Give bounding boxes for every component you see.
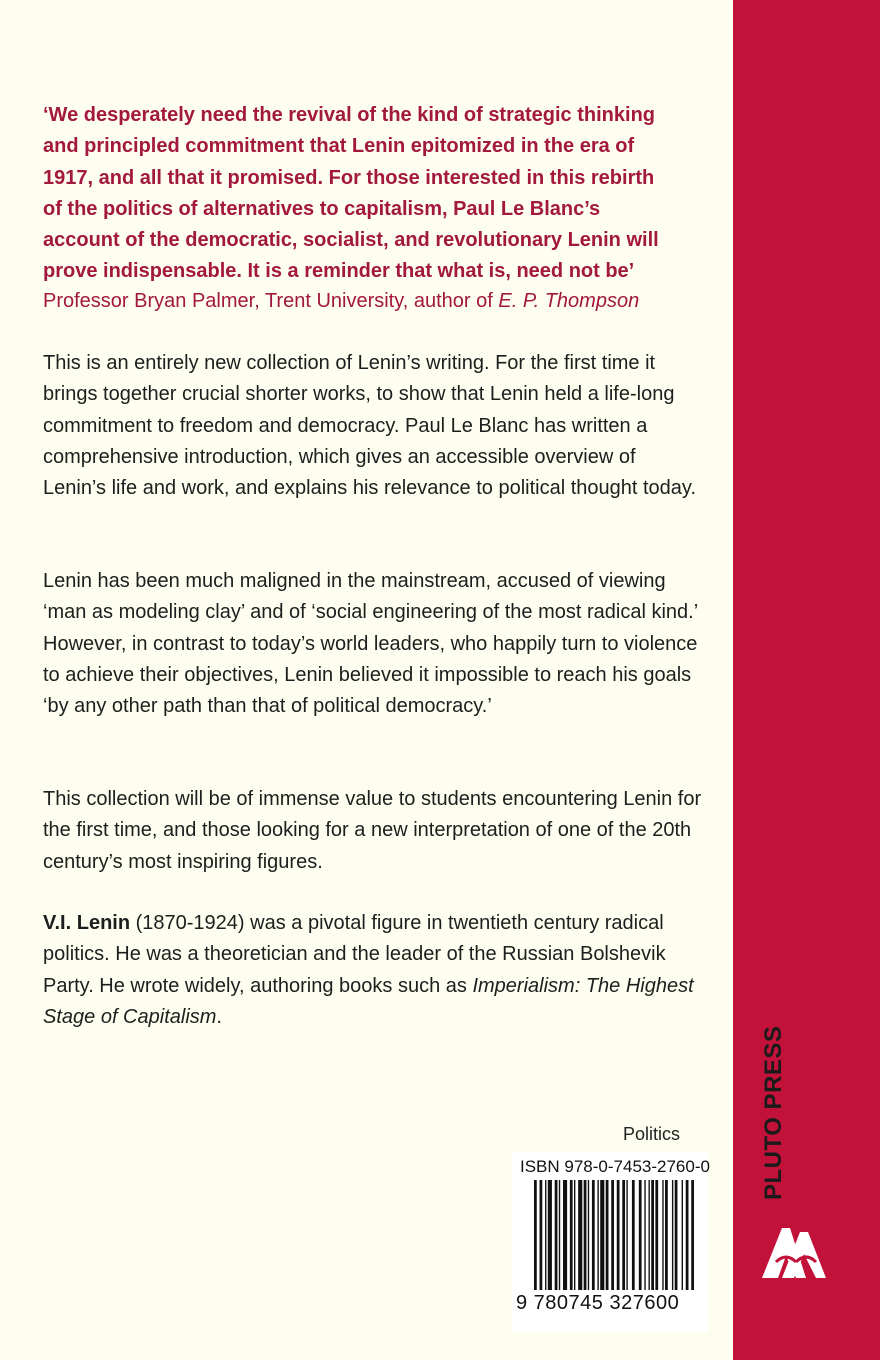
barcode-bars	[534, 1180, 694, 1298]
barcode-bar	[611, 1180, 614, 1290]
description-paragraph-3: This collection will be of immense value to students encountering Lenin for the first time, and those looking for a new interpretation of one of the 20th century’s most inspiring figures.	[43, 788, 702, 873]
category-label: Politics	[623, 1124, 681, 1144]
barcode-bar	[574, 1180, 575, 1290]
author-name: V.I. Lenin	[43, 912, 131, 934]
isbn-label: ISBN 978-0-7453-2760-0	[520, 1157, 710, 1176]
barcode-bar	[632, 1180, 635, 1290]
barcode-bar	[597, 1180, 598, 1290]
description-paragraph-1: This is an entirely new collection of Lenin’s writing. For the first time it brings together crucial shorter works, to show that Lenin held a life-long commitment to freedom and democracy. Paul Le Blanc has written a comprehensive introduction, which gives an accessible overview of Lenin’s life and work, and explains his relevance to political thought today.	[43, 352, 696, 500]
endorsement-attribution	[43, 286, 723, 317]
author-bio-end: .	[216, 1005, 222, 1028]
attribution-book-title: E. P. Thompson	[498, 290, 640, 312]
author-book-title: Imperialism: The Highest Stage of Capitalism	[43, 974, 694, 1028]
quote-line: 1917, and all that it promised. For those interested in this rebirth	[43, 166, 655, 189]
barcode-bar	[578, 1180, 582, 1290]
barcode	[512, 1152, 708, 1332]
barcode-bar	[675, 1180, 678, 1290]
quote-line: prove indispensable. It is a reminder that what is, need not be’	[43, 260, 635, 283]
barcode-bar	[617, 1180, 620, 1290]
barcode-bar	[639, 1180, 642, 1290]
author-bio-text: (1870-1924) was a pivotal figure in twentieth century radical politics. He was a theoretician and the leader of the Russian Bolshevik Party. He wrote widely, authoring books such as	[43, 912, 666, 997]
barcode-bar	[665, 1180, 668, 1290]
barcode-bar	[622, 1180, 625, 1290]
barcode-bar	[644, 1180, 645, 1290]
endorsement-quote	[43, 100, 713, 288]
barcode-bar	[570, 1180, 573, 1290]
barcode-bar	[626, 1180, 627, 1290]
barcode-bar	[686, 1180, 689, 1290]
author-bio	[43, 908, 703, 1033]
barcode-bar	[648, 1180, 649, 1290]
quote-line: ‘We desperately need the revival of the kind of strategic thinking	[43, 104, 656, 126]
barcode-bar	[588, 1180, 589, 1290]
barcode-bar	[672, 1180, 673, 1290]
barcode-bar	[606, 1180, 609, 1290]
barcode-digits: 9 780745 327600	[516, 1292, 680, 1314]
barcode-bar	[592, 1180, 595, 1290]
barcode-bar	[559, 1180, 560, 1290]
barcode-bar	[682, 1180, 683, 1290]
barcode-bar	[555, 1180, 558, 1290]
spine	[733, 0, 880, 1360]
quote-line: account of the democratic, socialist, and revolutionary Lenin will	[43, 229, 659, 252]
barcode-bar	[548, 1180, 552, 1290]
barcode-bar	[651, 1180, 654, 1290]
barcode-bar	[600, 1180, 604, 1290]
barcode-bar	[534, 1180, 537, 1290]
publisher-name: PLUTO PRESS	[760, 1025, 787, 1200]
barcode-bar	[691, 1180, 694, 1290]
barcode-bar	[655, 1180, 658, 1290]
barcode-bar	[540, 1180, 543, 1290]
barcode-bar	[662, 1180, 663, 1290]
quote-line: and principled commitment that Lenin epitomized in the era of	[43, 135, 635, 158]
quote-line: of the politics of alternatives to capitalism, Paul Le Blanc’s	[43, 197, 601, 220]
barcode-bar	[584, 1180, 587, 1290]
barcode-bar	[563, 1180, 567, 1290]
description-paragraph-2: Lenin has been much maligned in the mainstream, accused of viewing ‘man as modeling clay’ and of ‘social engineering of the most radical kind.’ However, in contrast to today’s world leaders, who happily turn to violence to achieve their objectives, Lenin believed it impossible to reach his goals ‘by any other path than that of political democracy.’	[43, 570, 698, 718]
attribution-text: Professor Bryan Palmer, Trent University, author of	[43, 290, 499, 312]
pluto-press-logo-icon	[760, 1222, 828, 1282]
barcode-bar	[545, 1180, 546, 1290]
